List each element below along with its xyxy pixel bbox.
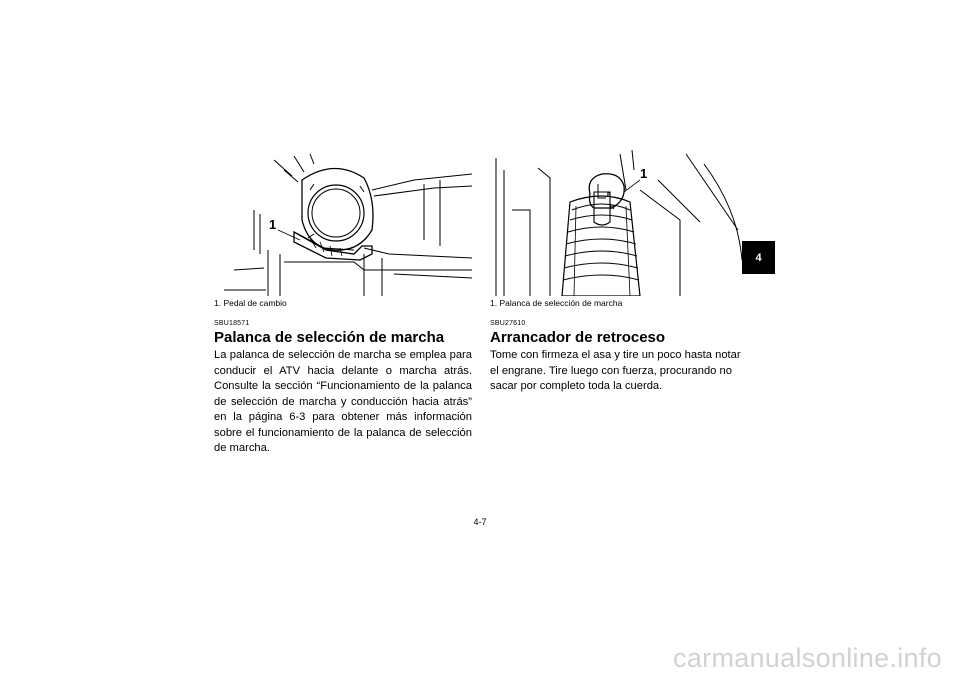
section-code: SBU18571: [214, 320, 250, 327]
section-title: Arrancador de retroceso: [490, 329, 666, 346]
figure-caption: 1. Palanca de selección de marcha: [490, 298, 623, 308]
shift-pedal-illustration: [214, 150, 472, 296]
page-number: 4-7: [473, 517, 487, 527]
section-title: Palanca de selección de marcha: [214, 329, 445, 346]
section-body: La palanca de selección de marcha se emplea para conducir el ATV hacia delante o marcha atrás. Consulte la sección “Funcionamiento de la palanca de selección de marcha y conducción hacia atrás” en la página 6-3 para obtener más información sobre el funcionamiento de la palanca de selección de marcha.: [214, 349, 472, 454]
figure-callout-number: 1: [640, 166, 648, 181]
knob-letter-r: R: [610, 205, 615, 211]
section-body: Tome con firmeza el asa y tire un poco hasta notar el engrane. Tire luego con fuerza, procurando no sacar por completo toda la cuerda.: [490, 349, 741, 392]
watermark: carmanualsonline.info: [673, 643, 942, 673]
section-code: SBU27610: [490, 320, 526, 327]
figure-callout-number: 1: [269, 217, 277, 232]
chapter-tab-number: 4: [755, 251, 762, 264]
chapter-tab: [742, 241, 775, 274]
knob-letter-f: F: [607, 193, 611, 199]
figure-caption: 1. Pedal de cambio: [214, 298, 287, 308]
gear-selector-lever-illustration: [490, 150, 748, 296]
